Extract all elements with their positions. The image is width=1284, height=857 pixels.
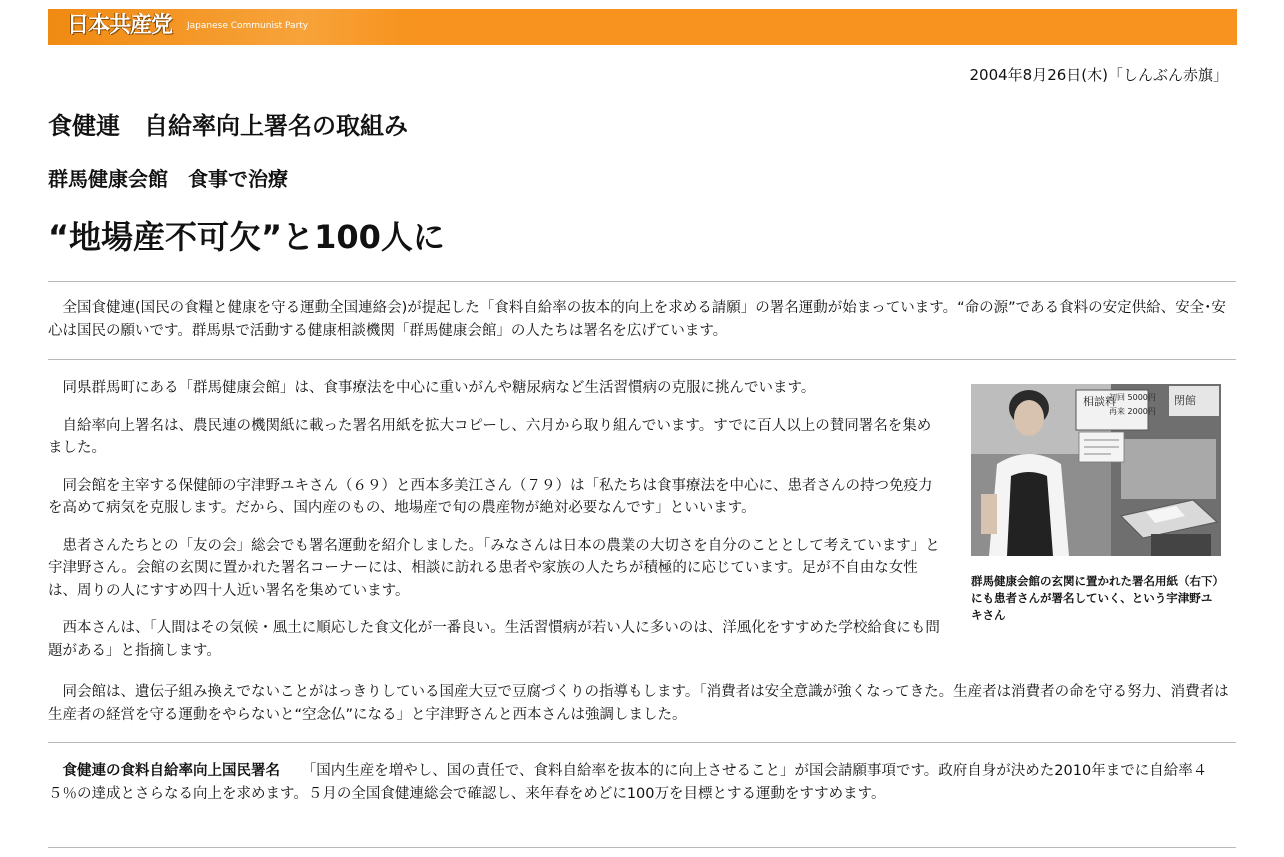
site-banner[interactable] <box>48 9 1237 45</box>
party-logo[interactable] <box>48 9 410 45</box>
article-body-column <box>48 377 944 677</box>
photo-sign-text: 初回 5000円 <box>1109 393 1156 402</box>
article-main-title: “地場産不可欠”と100人に <box>48 218 445 256</box>
logo-title: 日本共産党 <box>67 13 173 38</box>
photo-sign-text: 相談料 <box>1083 395 1116 408</box>
body-paragraph: 自給率向上署名は、農民連の機関紙に載った署名用紙を拡大コピーし、六月から取り組んでいます。すでに百人以上の賛同署名を集めました。 <box>48 417 932 456</box>
article-body-wide <box>48 681 1236 741</box>
photo-caption: 群馬健康会館の玄関に置かれた署名用紙（右下）にも患者さんが署名していく、という宇津野ユキさん <box>971 574 1219 622</box>
note-title: 食健連の食料自給率向上国民署名 <box>62 763 280 779</box>
photo-sign-text: 再来 2000円 <box>1109 407 1156 416</box>
body-paragraph: 患者さんたちとの「友の会」総会でも署名運動を紹介しました。「みなさんは日本の農業の大切さを自分のこととして考えています」と宇津野さん。会館の玄関に置かれた署名コーナーには、相談に訪れる患者や家族の人たちが積極的に応じています。足が不自由な女性は、周りの人にすすめ四十人近い署名を集めています。 <box>48 537 940 599</box>
body-paragraph: 西本さんは、「人間はその気候・風土に順応した食文化が一番良い。生活習慣病が若い人に多いのは、洋風化をすすめた学校給食にも問題がある」と指摘します。 <box>48 620 940 659</box>
publication-date: 2004年8月26日(木)「しんぶん赤旗」 <box>969 66 1228 84</box>
article-headline: 食健連 自給率向上署名の取組み <box>48 112 408 140</box>
body-paragraph: 同会館は、遺伝子組み換えでないことがはっきりしている国産大豆で豆腐づくりの指導もします。「消費者は安全意識が強くなってきた。生産者は消費者の命を守る努力、消費者は生産者の経営を守る運動をやらないと“空念仏”になる」と宇津野さんと西本さんは強調しました。 <box>48 684 1229 723</box>
article-subhead: 群馬健康会館 食事で治療 <box>48 167 288 191</box>
article-lead: 全国食健連(国民の食糧と健康を守る運動全国連絡会)が提起した「食料自給率の抜本的向上を求める請願」の署名運動が始まっています。“命の源”である食料の安定供給、安全･安心は国民の願いです。群馬県で活動する健康相談機関「群馬健康会館」の人たちは署名を広げています。 <box>48 300 1226 339</box>
body-paragraph: 同会館を主宰する保健師の宇津野ユキさん（６９）と西本多美江さん（７９）は「私たちは食事療法を中心に、患者さんの持つ免疫力を高めて病気を克服します。だから、国内産のもの、地場産で旬の農産物が絶対必要なんです」といいます。 <box>48 477 933 516</box>
divider <box>48 847 1236 848</box>
sidebar-note <box>48 760 1236 805</box>
photo-illustration <box>971 384 1221 556</box>
divider <box>48 742 1236 743</box>
divider <box>48 281 1236 282</box>
divider <box>48 359 1236 360</box>
note-text: 「国内生産を増やし、国の責任で、食料自給率を抜本的に向上させること」が国会請願事項です。政府自身が決めた2010年までに自給率４５％の達成とさらなる向上を求めます。５月の全国食健連総会で確認し、来年春をめどに100万を目標とする運動をすすめます。 <box>48 763 1208 802</box>
body-paragraph: 同県群馬町にある「群馬健康会館」は、食事療法を中心に重いがんや糖尿病など生活習慣病の克服に挑んでいます。 <box>62 380 816 396</box>
logo-subtitle: Japanese Communist Party <box>187 21 309 31</box>
photo-sign-text: 閉館 <box>1174 394 1196 407</box>
article-photo <box>971 384 1221 556</box>
